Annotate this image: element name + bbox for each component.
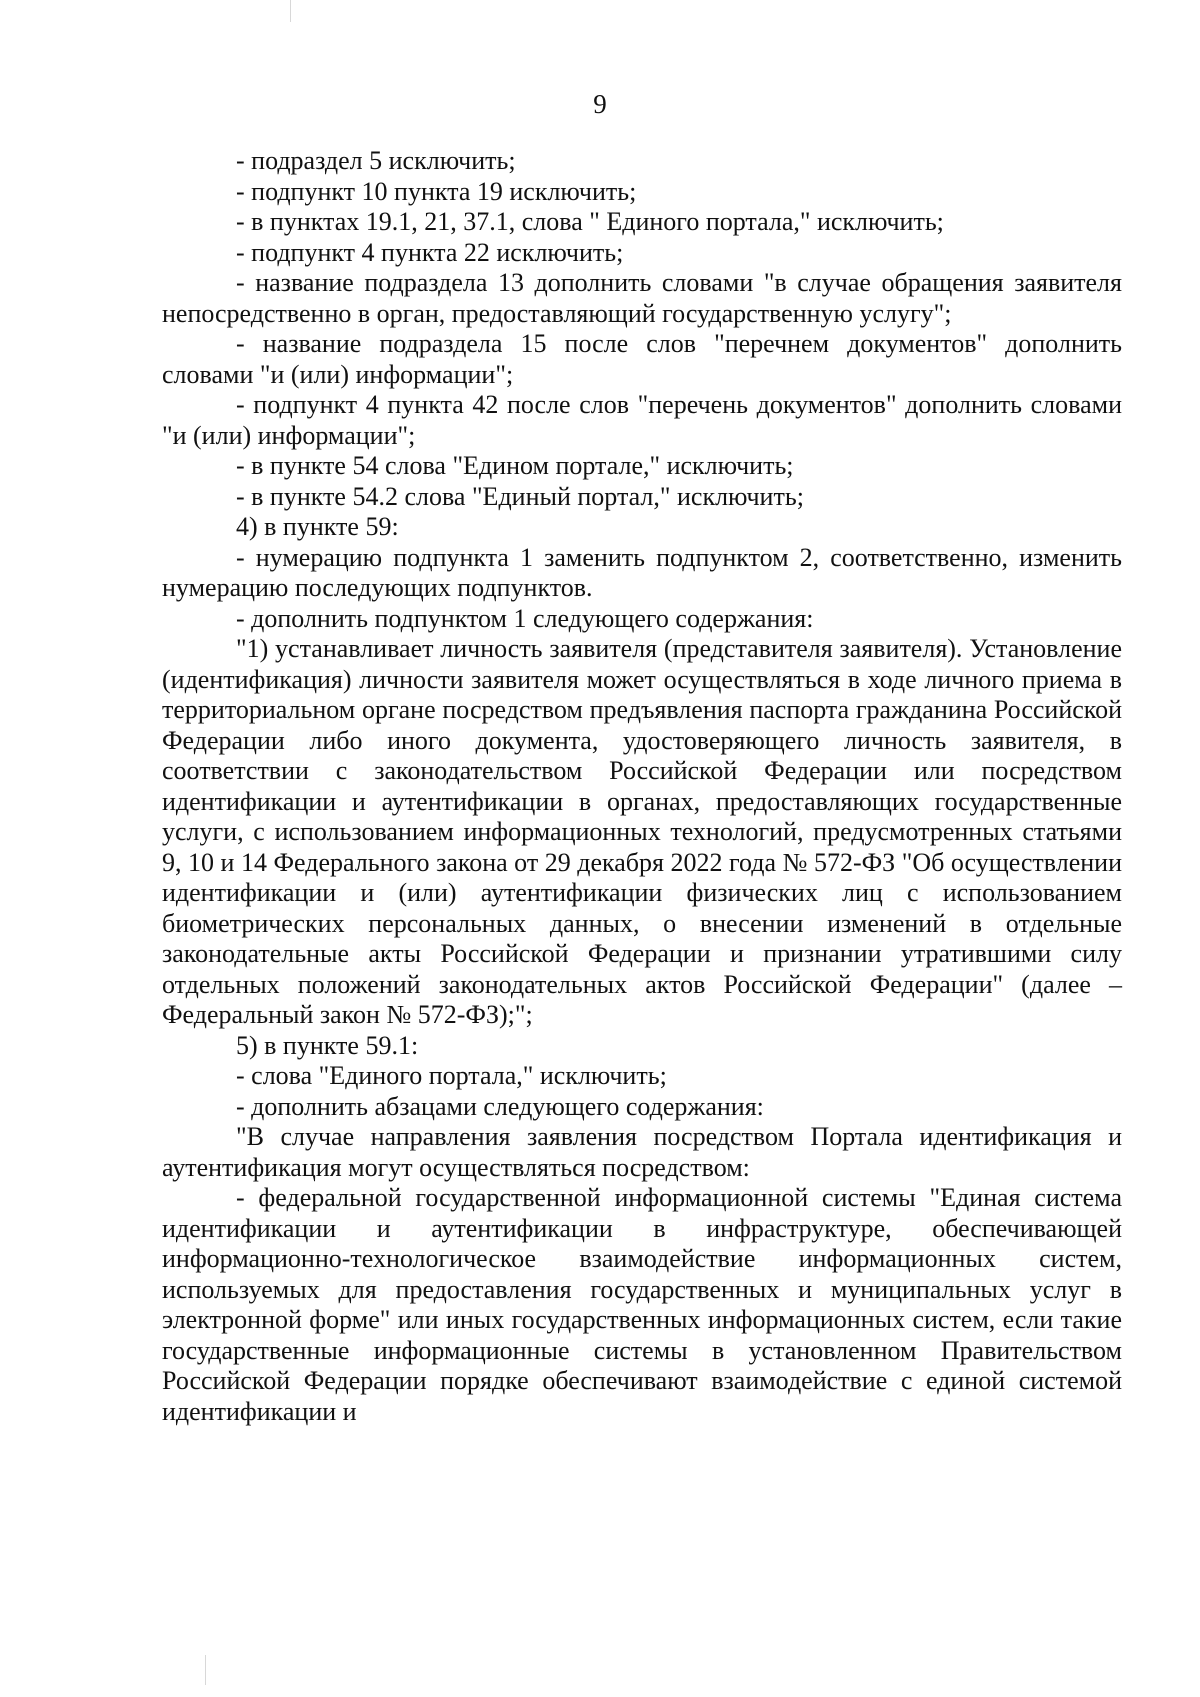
paragraph-6: - название подраздела 15 после слов "перечнем документов" дополнить словами "и (или) информации"; <box>162 329 1122 389</box>
page-number: 9 <box>593 89 607 119</box>
paragraph-7: - подпункт 4 пункта 42 после слов "перечень документов" дополнить словами "и (или) информации"; <box>162 390 1122 450</box>
paragraph-13: "1) устанавливает личность заявителя (представителя заявителя). Установление (идентификация) личности заявителя может осуществляться в ходе личного приема в территориальном органе посредством предъявления паспорта гражданина Российской Федерации либо иного документа, удостоверяющего личность заявителя, в соответствии с законодательством Российской Федерации или посредством идентификации и аутентификации в органах, предоставляющих государственные услуги, с использованием информационных технологий, предусмотренных статьями 9, 10 и 14 Федерального закона от 29 декабря 2022 года № 572-ФЗ "Об осуществлении идентификации и (или) аутентификации физических лиц с использованием биометрических персональных данных, о внесении изменений в отдельные законодательные акты Российской Федерации и признании утратившими силу отдельных положений законодательных актов Российской Федерации" (далее – Федеральный закон № 572-ФЗ);"; <box>162 634 1122 1029</box>
paragraph-17: "В случае направления заявления посредством Портала идентификация и аутентификация могут осуществляться посредством: <box>162 1122 1122 1182</box>
paragraph-14: 5) в пункте 59.1: <box>236 1030 419 1060</box>
scan-artifact-bottom <box>205 1655 206 1685</box>
paragraph-3: - в пунктах 19.1, 21, 37.1, слова " Единого портала," исключить; <box>236 207 944 236</box>
paragraph-16: - дополнить абзацами следующего содержания: <box>236 1091 764 1121</box>
paragraph-9: - в пункте 54.2 слова "Единый портал," исключить; <box>236 481 804 511</box>
paragraph-12: - дополнить подпунктом 1 следующего содержания: <box>236 603 814 633</box>
paragraph-15: - слова "Единого портала," исключить; <box>236 1061 667 1090</box>
paragraph-10: 4) в пункте 59: <box>236 512 399 541</box>
document-body <box>162 146 1122 1427</box>
paragraph-11: - нумерацию подпункта 1 заменить подпунктом 2, соответственно, изменить нумерацию последующих подпунктов. <box>162 542 1122 602</box>
paragraph-5: - название подраздела 13 дополнить словами "в случае обращения заявителя непосредственно в орган, предоставляющий государственную услугу"; <box>162 268 1122 328</box>
scan-artifact-top <box>290 0 291 22</box>
paragraph-18: - федеральной государственной информационной системы "Единая система идентификации и аутентификации в инфраструктуре, обеспечивающей информационно-технологическое взаимодействие информационных систем, используемых для предоставления государственных и муниципальных услуг в электронной форме" или иных государственных информационных систем, если такие государственные информационные системы в установленном Правительством Российской Федерации порядке обеспечивают взаимодействие с единой системой идентификации и <box>162 1183 1122 1426</box>
paragraph-1: - подраздел 5 исключить; <box>236 146 516 175</box>
paragraph-8: - в пункте 54 слова "Едином портале," исключить; <box>236 451 794 480</box>
paragraph-2: - подпункт 10 пункта 19 исключить; <box>236 176 637 206</box>
paragraph-4: - подпункт 4 пункта 22 исключить; <box>236 237 624 267</box>
